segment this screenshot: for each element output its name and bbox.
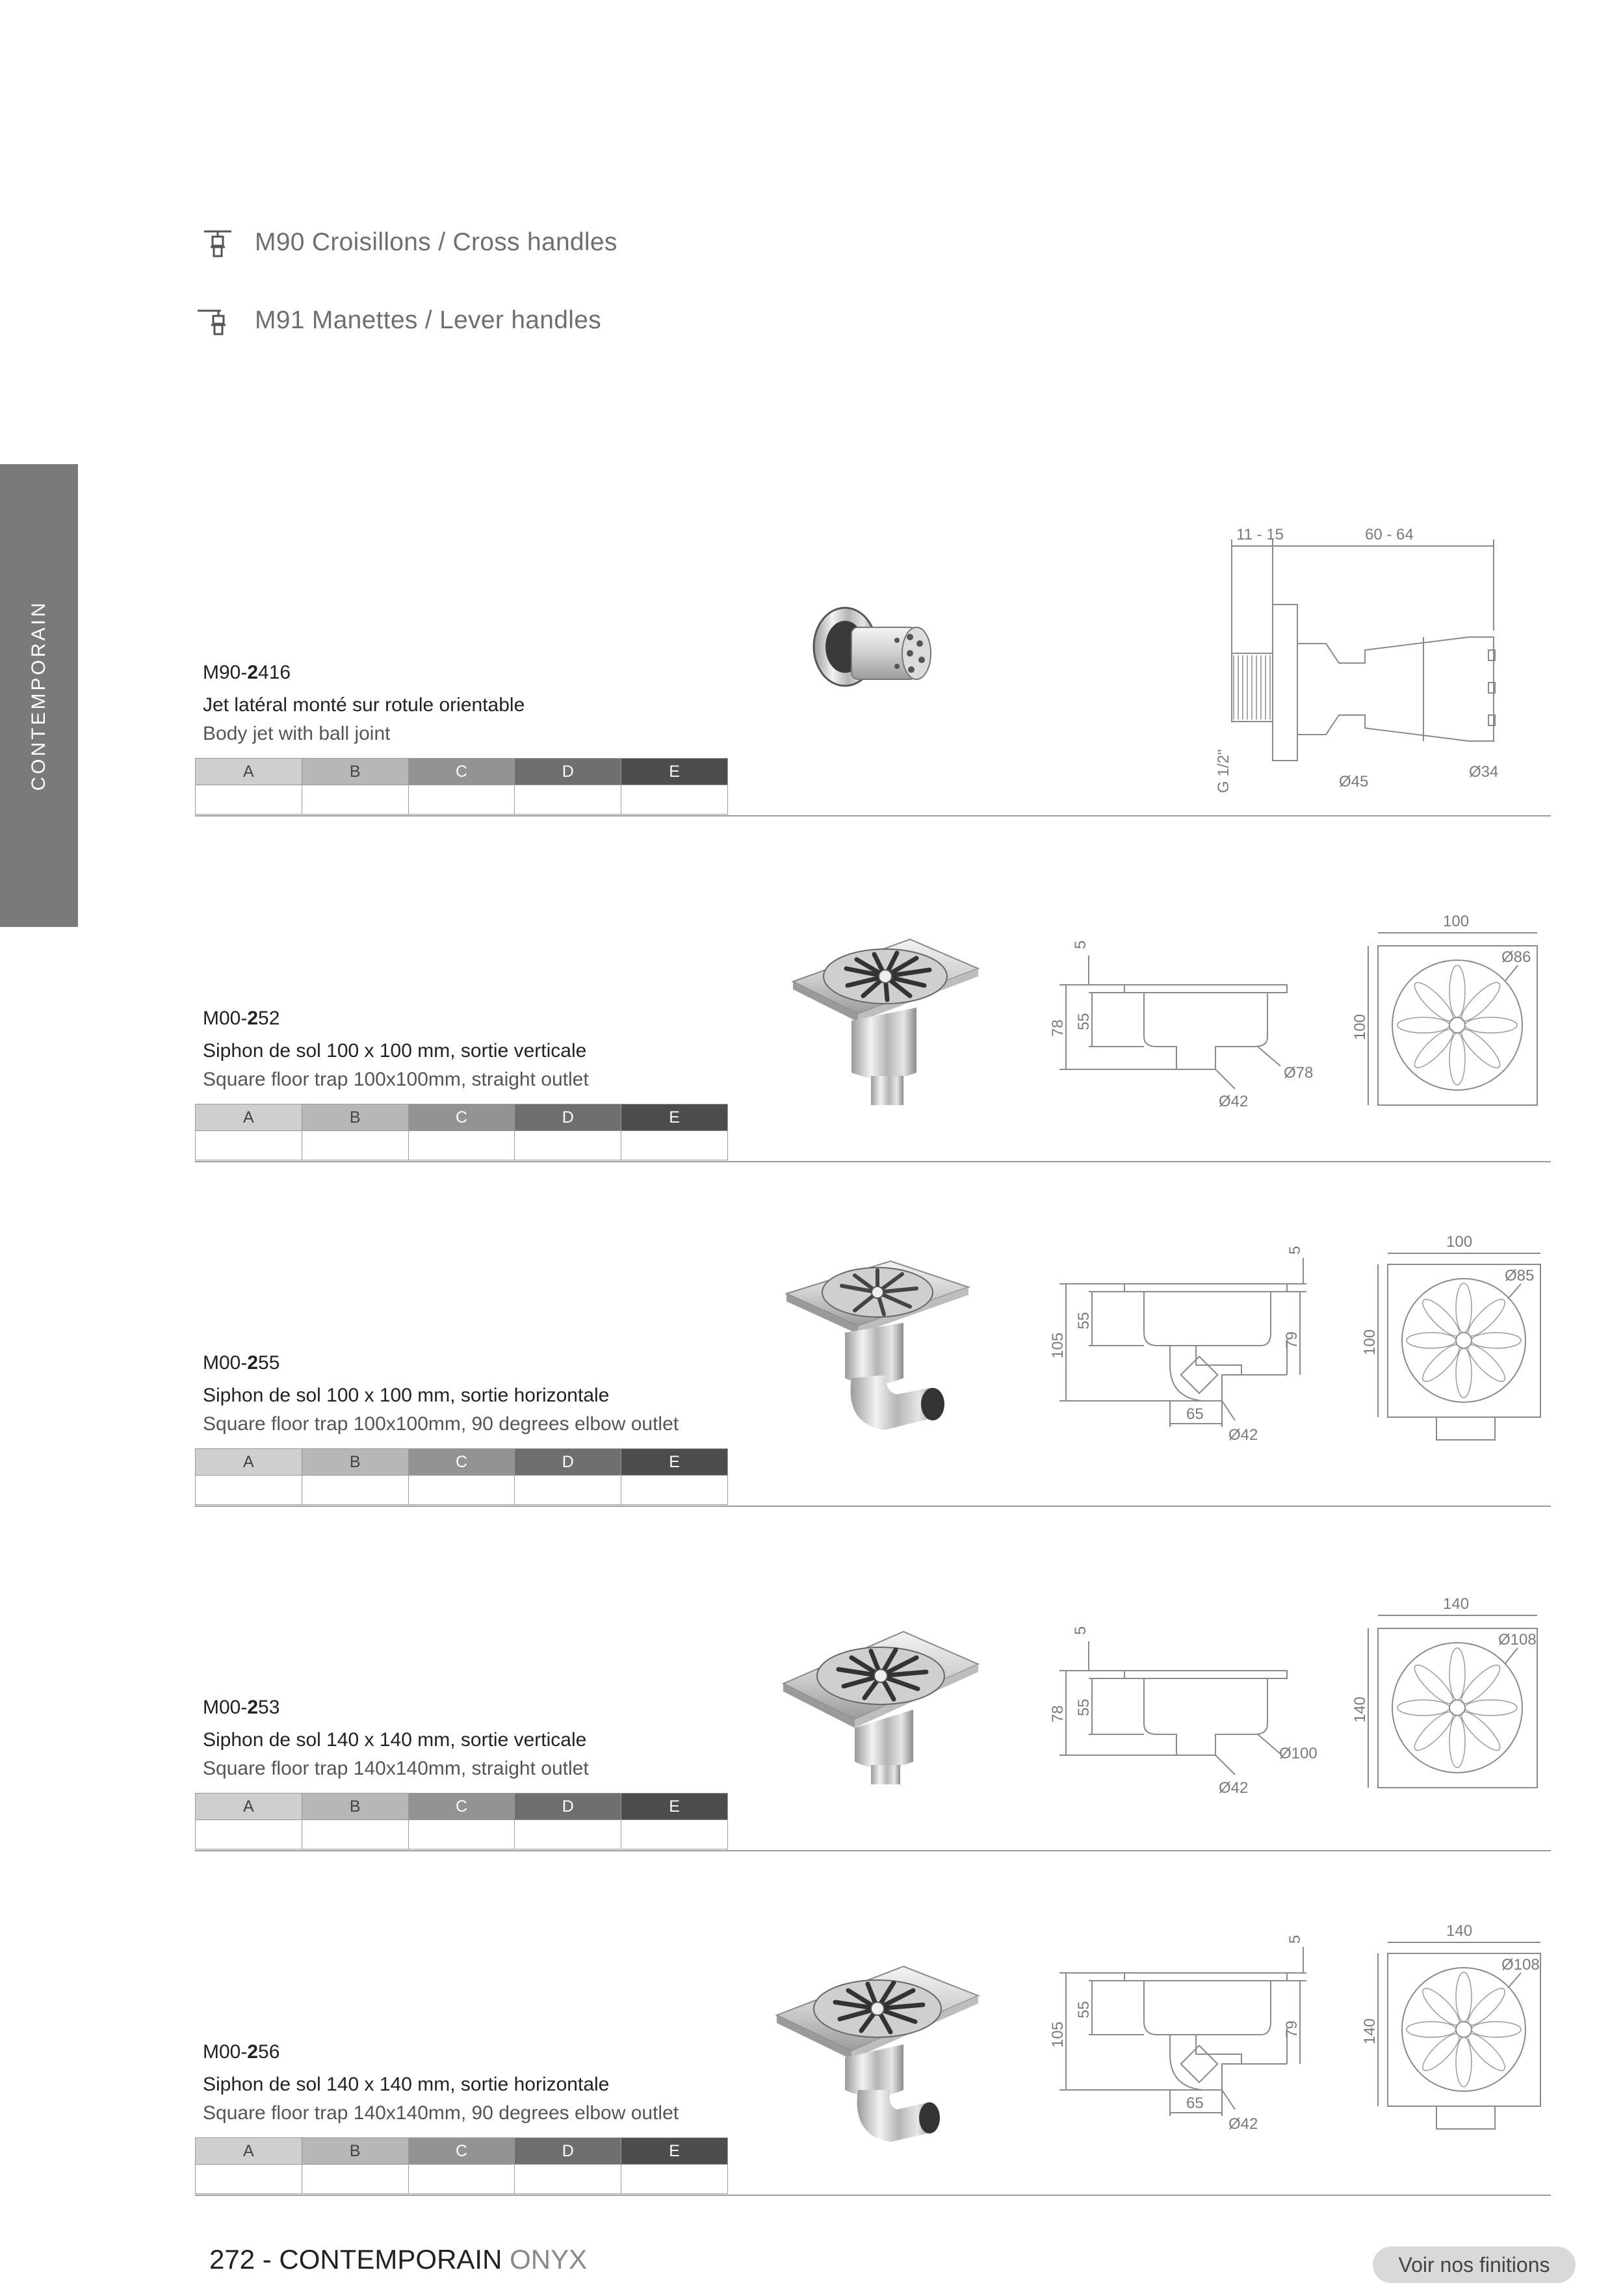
finish-a: A <box>196 1104 302 1131</box>
cross-handle-icon <box>195 226 240 259</box>
side-tab-label: CONTEMPORAIN <box>28 600 49 791</box>
finish-c: C <box>408 1104 515 1131</box>
finish-table <box>195 1448 728 1505</box>
page-number: 272 - CONTEMPORAIN <box>209 2244 502 2275</box>
product-code: M00-256 <box>203 2041 280 2063</box>
product-name-fr: Siphon de sol 100 x 100 mm, sortie horizontale <box>203 1385 610 1406</box>
dim-label: Ø78 <box>1284 1064 1314 1082</box>
product-name-fr: Siphon de sol 140 x 140 mm, sortie horizontale <box>203 2074 610 2095</box>
finish-c: C <box>408 2138 515 2165</box>
finish-e: E <box>621 2138 728 2165</box>
finish-e: E <box>621 759 728 785</box>
dim-label: 140 <box>1446 1922 1473 1940</box>
finish-b: B <box>302 1449 408 1476</box>
dim-label: Ø108 <box>1498 1631 1537 1649</box>
finish-a: A <box>196 1794 302 1820</box>
finish-table <box>195 1104 728 1160</box>
view-finishes-button[interactable]: Voir nos finitions <box>1373 2247 1576 2283</box>
dim-label: 11 - 15 <box>1236 526 1284 543</box>
dim-label: 105 <box>1049 2021 1067 2048</box>
product-photo <box>773 1248 988 1463</box>
finish-c: C <box>408 1794 515 1820</box>
product-name-en: Square floor trap 100x100mm, straight outlet <box>203 1069 589 1090</box>
product-name-en: Square floor trap 100x100mm, 90 degrees elbow outlet <box>203 1413 679 1435</box>
finish-b: B <box>302 1794 408 1820</box>
product-photo <box>773 1612 988 1807</box>
dim-label: 100 <box>1361 1329 1379 1355</box>
dim-label: Ø45 <box>1339 773 1369 790</box>
dim-label: 100 <box>1446 1233 1473 1251</box>
product-photo <box>799 579 942 709</box>
page-footer <box>209 2244 587 2275</box>
legend-lever-handles <box>195 304 601 337</box>
legend-cross-handles <box>195 226 617 259</box>
product-code: M00-255 <box>203 1352 280 1374</box>
product-code: M00-252 <box>203 1008 280 1029</box>
dim-label: 78 <box>1049 1019 1067 1037</box>
dim-label: Ø42 <box>1219 1779 1249 1797</box>
product-name-en: Square floor trap 140x140mm, 90 degrees elbow outlet <box>203 2102 679 2124</box>
finish-d: D <box>515 2138 621 2165</box>
product-name-en: Square floor trap 140x140mm, straight outlet <box>203 1758 589 1779</box>
dim-label: 78 <box>1049 1705 1067 1723</box>
dim-label: Ø85 <box>1505 1267 1535 1285</box>
product-name-fr: Siphon de sol 140 x 140 mm, sortie verticale <box>203 1729 587 1751</box>
product-name-fr: Siphon de sol 100 x 100 mm, sortie verticale <box>203 1040 587 1062</box>
finish-table <box>195 1793 728 1849</box>
dim-label: Ø34 <box>1469 763 1499 781</box>
side-tab <box>0 464 78 927</box>
lever-handle-icon <box>195 304 240 337</box>
finish-d: D <box>515 1104 621 1131</box>
dim-label: 79 <box>1283 1331 1301 1349</box>
finish-c: C <box>408 759 515 785</box>
finish-e: E <box>621 1794 728 1820</box>
dim-label: Ø42 <box>1219 1093 1249 1110</box>
finish-c: C <box>408 1449 515 1476</box>
dim-label: 100 <box>1443 913 1470 930</box>
dim-label: 105 <box>1049 1332 1067 1359</box>
finish-b: B <box>302 759 408 785</box>
dim-label: 65 <box>1186 2094 1204 2112</box>
dim-label: 5 <box>1286 1246 1304 1255</box>
dim-label: 55 <box>1075 1312 1093 1329</box>
product-m00-255 <box>195 1196 1551 1511</box>
finish-e: E <box>621 1449 728 1476</box>
legend-label: M90 Croisillons / Cross handles <box>255 228 617 256</box>
dim-label: G 1/2" <box>1215 749 1232 793</box>
dim-label: 5 <box>1072 1626 1089 1635</box>
dim-label: Ø86 <box>1501 948 1531 966</box>
dim-label: 100 <box>1351 1013 1369 1040</box>
product-code: M90-2416 <box>203 662 291 683</box>
finish-table <box>195 2137 728 2194</box>
finish-d: D <box>515 1449 621 1476</box>
dim-label: Ø100 <box>1279 1745 1318 1762</box>
dim-label: 79 <box>1283 2020 1301 2038</box>
finish-d: D <box>515 759 621 785</box>
dim-label: 55 <box>1075 1699 1093 1716</box>
brand-name: ONYX <box>510 2244 588 2275</box>
legend-label: M91 Manettes / Lever handles <box>255 306 602 334</box>
product-code: M00-253 <box>203 1697 280 1718</box>
finish-table <box>195 758 728 815</box>
finish-b: B <box>302 1104 408 1131</box>
dim-label: 5 <box>1072 940 1089 949</box>
product-name-fr: Jet latéral monté sur rotule orientable <box>203 694 525 716</box>
finish-a: A <box>196 759 302 785</box>
dim-label: Ø42 <box>1228 1426 1258 1444</box>
dim-label: Ø42 <box>1228 2115 1258 2133</box>
dim-label: 140 <box>1361 2018 1379 2044</box>
product-m00-252 <box>195 852 1551 1166</box>
product-m00-256 <box>195 1885 1551 2200</box>
technical-drawing <box>1209 520 1521 806</box>
dim-label: 65 <box>1186 1405 1204 1423</box>
finish-b: B <box>302 2138 408 2165</box>
technical-drawing <box>1040 1547 1547 1853</box>
dim-label: 140 <box>1351 1696 1369 1723</box>
finish-a: A <box>196 1449 302 1476</box>
product-m00-253 <box>195 1541 1551 1855</box>
product-photo <box>780 923 988 1118</box>
technical-drawing <box>1040 858 1547 1164</box>
dim-label: Ø108 <box>1501 1956 1540 1974</box>
finish-a: A <box>196 2138 302 2165</box>
product-m90-2416 <box>195 507 1551 819</box>
dim-label: 55 <box>1075 2001 1093 2018</box>
finish-d: D <box>515 1794 621 1820</box>
technical-drawing <box>1040 1892 1547 2197</box>
product-photo <box>767 1950 988 2158</box>
dim-label: 5 <box>1286 1935 1304 1944</box>
finish-e: E <box>621 1104 728 1131</box>
dim-label: 140 <box>1443 1595 1470 1613</box>
dim-label: 60 - 64 <box>1365 526 1414 543</box>
product-name-en: Body jet with ball joint <box>203 723 391 744</box>
dim-label: 55 <box>1075 1013 1093 1030</box>
technical-drawing <box>1040 1203 1547 1508</box>
